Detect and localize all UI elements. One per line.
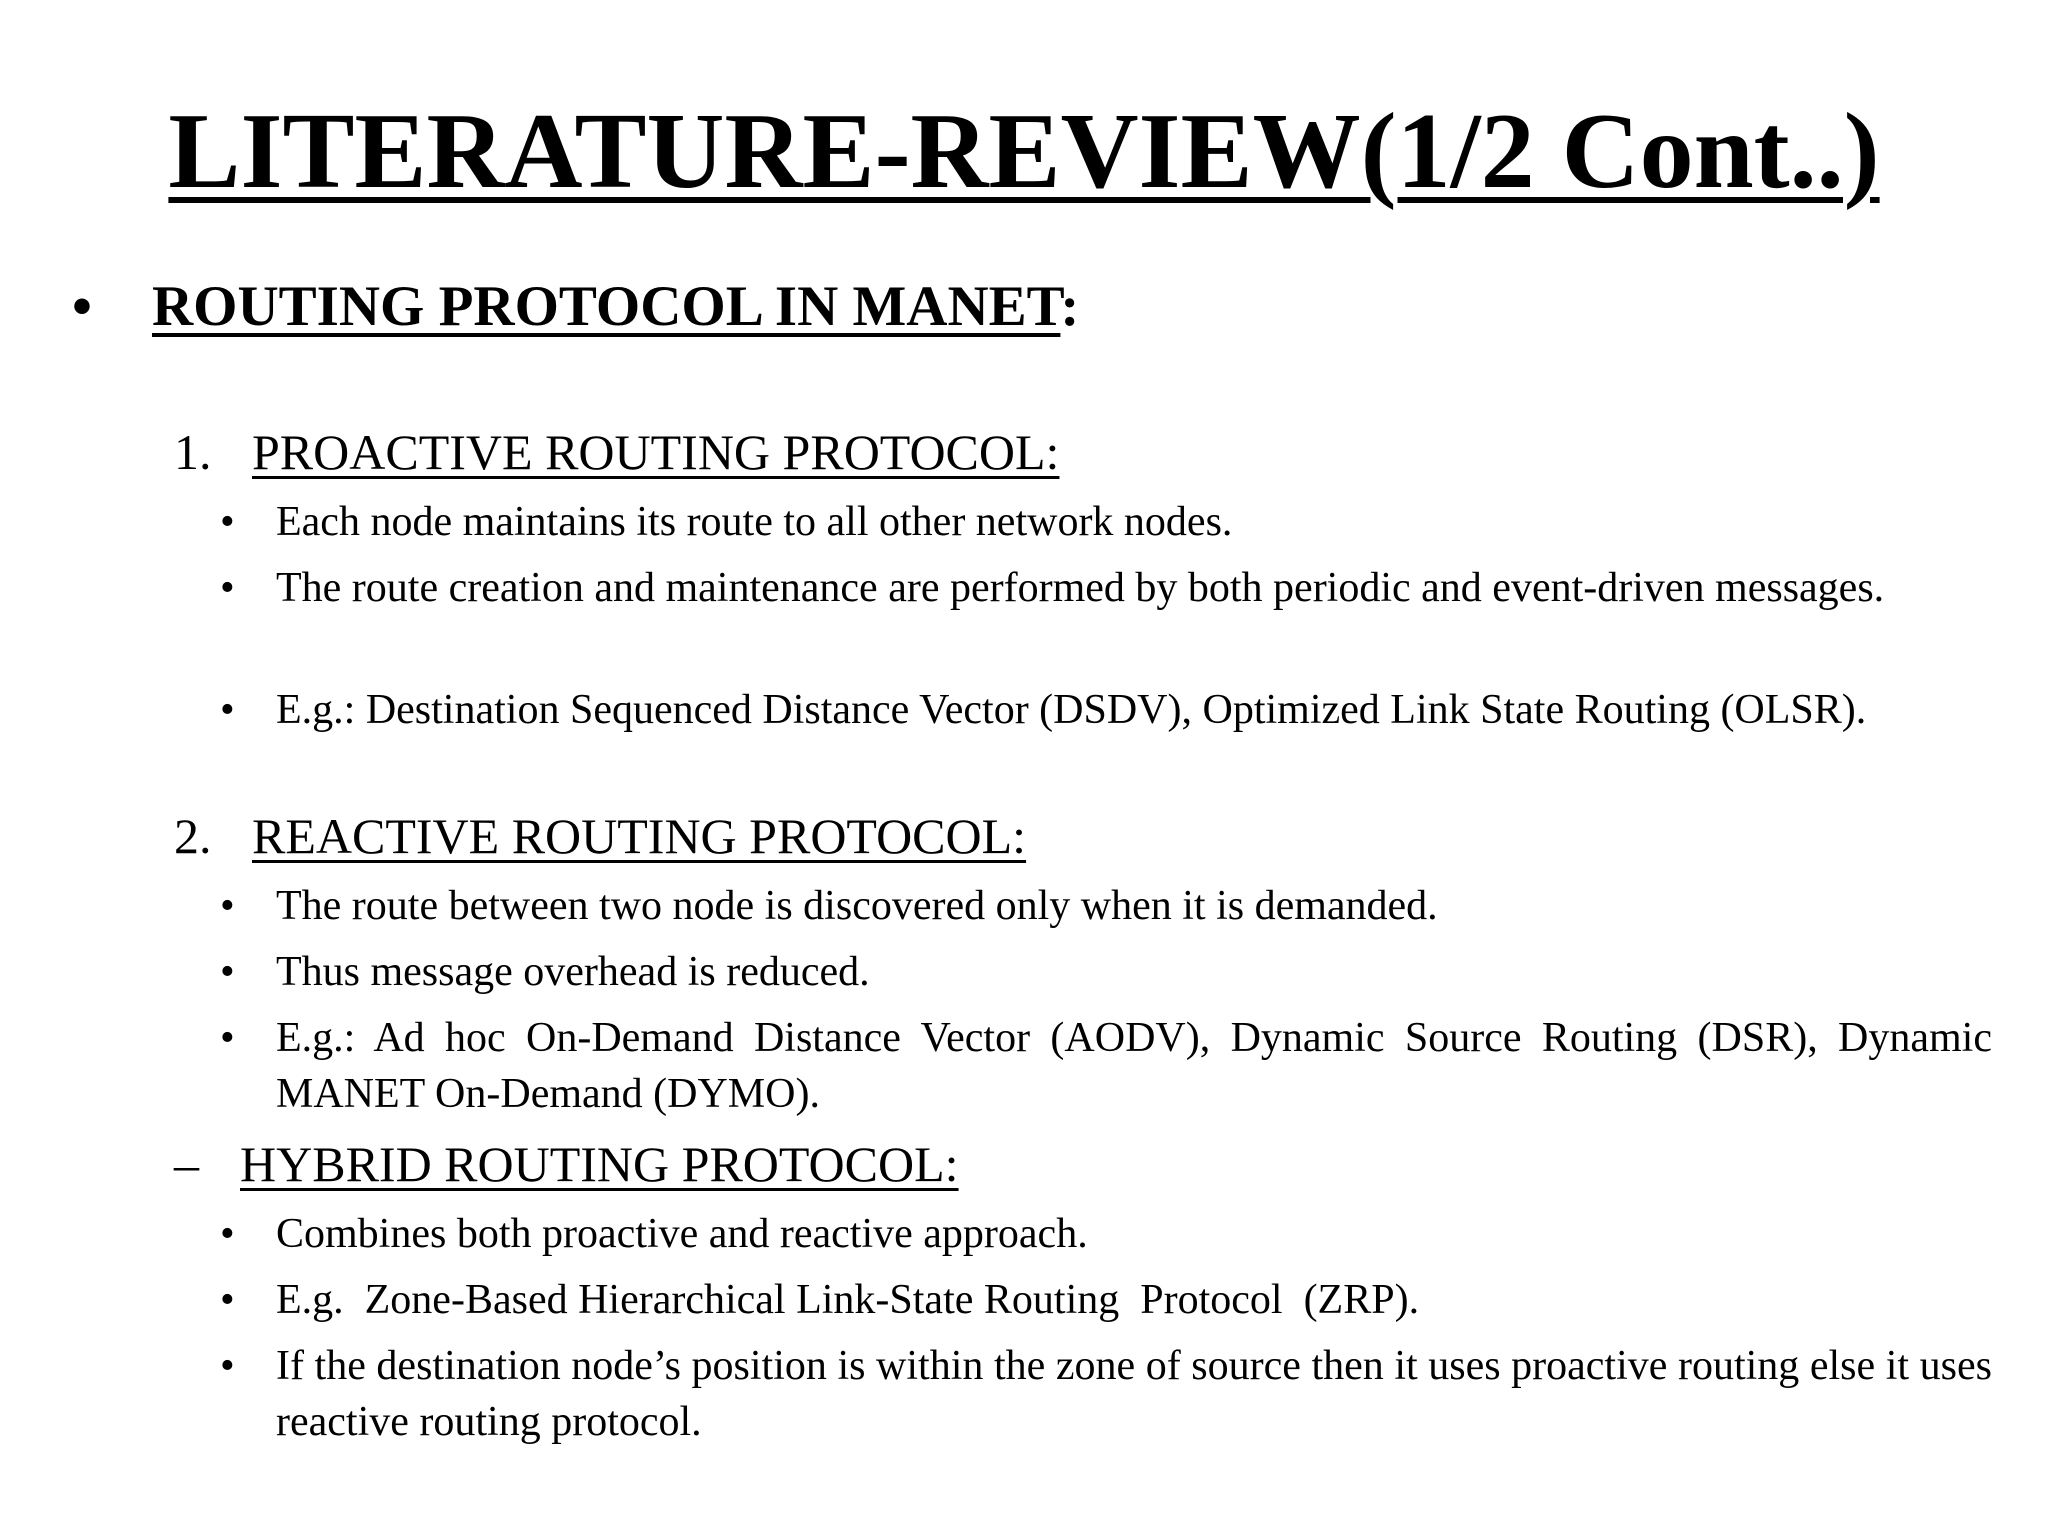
- bullet-marker: •: [220, 1343, 235, 1389]
- section-label: REACTIVE ROUTING PROTOCOL:: [252, 808, 1027, 864]
- list-item: [220, 560, 1992, 616]
- bullet-marker: •: [220, 1015, 235, 1061]
- section-heading-proactive: [174, 422, 1059, 482]
- slide-title: [0, 92, 2048, 212]
- list-item: [220, 1338, 1992, 1450]
- list-item-text: E.g. Zone-Based Hierarchical Link-State Routing Protocol (ZRP).: [276, 1277, 1420, 1323]
- list-item-text: E.g.: Destination Sequenced Distance Vector (DSDV), Optimized Link State Routing (OLSR).: [276, 687, 1867, 733]
- section-heading-hybrid: [174, 1134, 959, 1194]
- slide-title-text: LITERATURE-REVIEW(1/2 Cont..): [168, 92, 1880, 211]
- bullet-marker: •: [220, 687, 235, 733]
- list-item-text: If the destination node’s position is within the zone of source then it uses proactive routing else it uses reactive routing protocol.: [276, 1343, 1992, 1445]
- bullet-marker: •: [220, 1277, 235, 1323]
- main-bullet: [72, 272, 1079, 342]
- bullet-marker: •: [220, 949, 235, 995]
- list-item: [220, 682, 1992, 738]
- section-label: PROACTIVE ROUTING PROTOCOL:: [252, 424, 1060, 480]
- section-label: HYBRID ROUTING PROTOCOL:: [240, 1136, 959, 1192]
- bullet-marker: •: [220, 565, 235, 611]
- main-bullet-heading: ROUTING PROTOCOL IN MANET: [152, 275, 1061, 338]
- list-item-text: The route creation and maintenance are performed by both periodic and event-driven messages.: [276, 565, 1885, 611]
- main-bullet-suffix: :: [1060, 275, 1080, 338]
- list-item-text: E.g.: Ad hoc On-Demand Distance Vector (AODV), Dynamic Source Routing (DSR), Dynamic MANET On-Demand (DYMO).: [276, 1015, 1992, 1117]
- bullet-marker: •: [220, 883, 235, 929]
- list-item-text: The route between two node is discovered only when it is demanded.: [276, 883, 1438, 929]
- list-item-text: Thus message overhead is reduced.: [276, 949, 870, 995]
- list-item: [220, 1272, 1992, 1328]
- section-dash: –: [174, 1136, 199, 1192]
- list-item: [220, 878, 1992, 934]
- section-heading-reactive: [174, 806, 1026, 866]
- list-item-text: Each node maintains its route to all other network nodes.: [276, 499, 1233, 545]
- section-number: 1.: [174, 424, 212, 480]
- list-item-text: Combines both proactive and reactive approach.: [276, 1211, 1088, 1257]
- main-bullet-marker: •: [72, 275, 92, 338]
- list-item: [220, 1010, 1992, 1122]
- section-number: 2.: [174, 808, 212, 864]
- bullet-marker: •: [220, 1211, 235, 1257]
- bullet-marker: •: [220, 499, 235, 545]
- list-item: [220, 494, 1992, 550]
- list-item: [220, 944, 1992, 1000]
- list-item: [220, 1206, 1992, 1262]
